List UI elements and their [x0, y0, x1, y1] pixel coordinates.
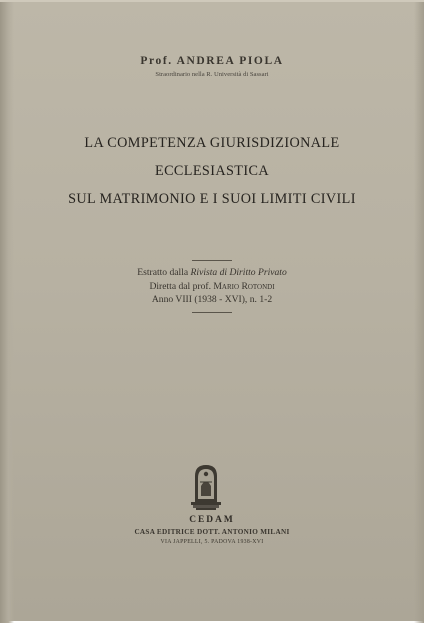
extract-editor-prefix: Diretta dal prof.	[149, 281, 211, 292]
title-line-3: SUL MATRIMONIO E I SUOI LIMITI CIVILI	[68, 191, 356, 207]
editor-name: Mario Rotondi	[213, 281, 275, 292]
divider-top	[192, 260, 232, 261]
extract-volume: Anno VIII (1938 - XVI), n. 1-2	[151, 294, 273, 305]
publisher-house: CASA EDITRICE DOTT. ANTONIO MILANI	[134, 528, 290, 536]
extract-editor	[0, 281, 424, 292]
publisher-address: VIA JAPPELLI, 5. PADOVA 1938-XVI	[160, 539, 264, 545]
author-affiliation: Straordinario nella R. Università di Sassari	[155, 71, 269, 78]
publisher-name: CEDAM	[189, 515, 235, 525]
title-line-2: ECCLESIASTICA	[155, 163, 269, 179]
extract-source-prefix: Estratto dalla	[137, 267, 189, 278]
extract-source	[0, 267, 424, 278]
title-line-1: LA COMPETENZA GIURISDIZIONALE	[84, 135, 340, 151]
divider-bottom	[192, 312, 232, 313]
journal-title: Rivista di Diritto Privato	[190, 267, 287, 278]
cedam-emblem-icon	[187, 462, 225, 512]
author-name: Prof. ANDREA PIOLA	[140, 55, 284, 67]
